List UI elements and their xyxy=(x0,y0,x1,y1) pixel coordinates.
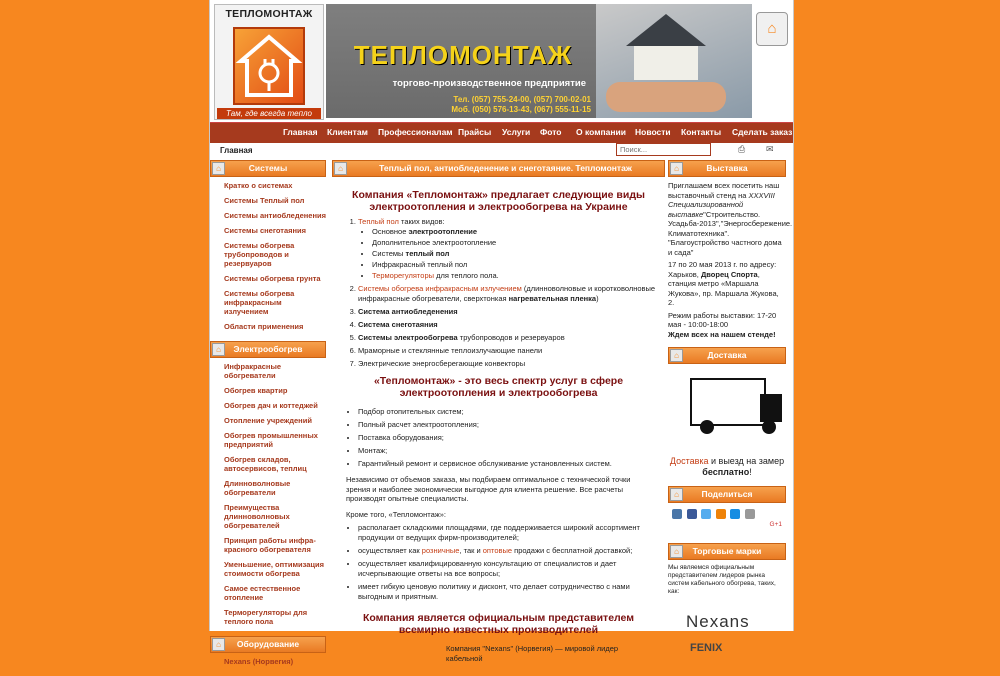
vk-icon[interactable] xyxy=(672,509,682,519)
list-item: 6. Мраморные и стеклянные теплоизлучающие панели xyxy=(358,346,665,356)
list-item: • осуществляет как розничные, так и оптовые продажи с бесплатной доставкой; xyxy=(358,546,665,556)
nav-services[interactable]: Услуги xyxy=(502,127,531,137)
truck-icon xyxy=(676,372,778,452)
retail-link[interactable]: розничные xyxy=(421,546,460,555)
sidebar-item[interactable]: Обогрев промышленных предприятий xyxy=(224,431,318,449)
house-body xyxy=(634,46,698,80)
exhibition-header: ⌂ Выставка xyxy=(668,160,786,177)
house-icon: ⌂ xyxy=(212,638,225,651)
main-content xyxy=(332,160,665,667)
nav-prices[interactable]: Прайсы xyxy=(458,127,492,137)
nav-clients[interactable]: Клиентам xyxy=(327,127,368,137)
brands-header: ⌂ Торговые марки xyxy=(668,543,786,560)
list-item: • Системы теплый пол xyxy=(372,249,665,259)
sidebar-item[interactable]: Уменьшение, оптимизация стоимости обогрева xyxy=(224,560,325,578)
house-roof xyxy=(626,14,706,46)
livejournal-icon[interactable] xyxy=(745,509,755,519)
sidebar-item[interactable]: Терморегуляторы для теплого пола xyxy=(224,608,308,626)
logo-title: ТЕПЛОМОНТАЖ xyxy=(225,8,313,20)
sidebar-item[interactable]: Системы снеготаяния xyxy=(224,226,307,235)
nav-order[interactable]: Сделать заказ xyxy=(732,127,793,137)
house-icon: ⌂ xyxy=(670,488,683,501)
paragraph: Независимо от объемов заказа, мы подбираем оптимальное с технической точки зрения и наиболее экономически выгодное для клиента решение. Все расчеты производят опытные специалисты. xyxy=(346,475,631,503)
house-icon: ⌂ xyxy=(670,162,683,175)
logo-slogan: Там, где всегда тепло xyxy=(217,108,321,119)
house-plug-icon xyxy=(233,27,305,105)
gplus-button[interactable]: G+1 xyxy=(769,521,782,528)
house-icon: ⌂ xyxy=(334,162,347,175)
facebook-icon[interactable] xyxy=(687,509,697,519)
list-item: • Основное электроотопление xyxy=(372,227,665,237)
equipment-menu xyxy=(210,653,326,676)
infrared-link[interactable]: Системы обогрева инфракрасным излучением xyxy=(358,284,522,293)
banner-title: ТЕПЛОМОНТАЖ xyxy=(353,40,573,70)
nav-news[interactable]: Новости xyxy=(635,127,671,137)
facts-list xyxy=(332,523,665,602)
section-systems-header: ⌂ Системы xyxy=(210,160,326,177)
sidebar-item[interactable]: Длинноволновые обогреватели xyxy=(224,479,291,497)
list-item: • Поставка оборудования; xyxy=(358,433,665,443)
section-equipment-header: ⌂ Оборудование xyxy=(210,636,326,653)
list-item: 4. Система снеготаяния xyxy=(358,320,665,330)
list-item: • Дополнительное электроотопление xyxy=(372,238,665,248)
electroheating-menu xyxy=(210,358,326,636)
paragraph: Компания "Nexans" (Норвегия) — мировой лидер кабельной xyxy=(446,644,619,663)
sidebar-item[interactable]: Принцип работы инфра-красного обогревателя xyxy=(224,536,316,554)
breadcrumb[interactable]: Главная xyxy=(220,146,253,155)
fenix-logo[interactable]: FENIX xyxy=(690,642,723,654)
sidebar-item[interactable]: Системы обогрева грунта xyxy=(224,274,321,283)
list-item: • Инфракрасный теплый пол xyxy=(372,260,665,270)
nav-contacts[interactable]: Контакты xyxy=(681,127,722,137)
odnoklassniki-icon[interactable] xyxy=(716,509,726,519)
page xyxy=(209,0,794,666)
right-sidebar xyxy=(668,160,793,654)
page-title: Компания «Тепломонтаж» предлагает следующие виды электроотопления и электрообогрева на Украине xyxy=(352,189,645,213)
list-item: • располагает складскими площадями, где поддерживается широкий ассортимент продукции от ведущих фирм-производителей; xyxy=(358,523,665,543)
hand xyxy=(606,82,726,112)
nav-photo[interactable]: Фото xyxy=(540,127,562,137)
logo[interactable] xyxy=(214,4,324,120)
sidebar-item[interactable]: Обогрев квартир xyxy=(224,386,288,395)
house-plug-icon[interactable]: ⌂ xyxy=(756,12,788,46)
nav-professionals[interactable]: Профессионалам xyxy=(378,127,453,137)
sidebar-item[interactable]: Области применения xyxy=(224,322,304,331)
phone-line-2: Моб. (050) 576-13-43, (067) 555-11-15 xyxy=(451,105,591,114)
delivery-header: ⌂ Доставка xyxy=(668,347,786,364)
exhibition-text: Приглашаем всех посетить наш выставочный стенд на XXXVIII Специализированной выставке"Строительство. Усадьба-2013","Энергосбережение. Климатотехника". "Благоустройство частного дома и сада" 17 по 20 мая 2013 г. по адресу: Харьков, Дворец Спорта, станция метро «Маршала Жукова», пр. Маршала Жукова, 2. Режим работы выставки: 17-20 мая - 10:00-18:00 Ждем всех на нашем стенде! xyxy=(668,181,793,339)
house-icon: ⌂ xyxy=(212,343,225,356)
sidebar-item[interactable]: Отопление учреждений xyxy=(224,416,312,425)
wholesale-link[interactable]: оптовые xyxy=(482,546,513,555)
heating-types-list xyxy=(332,217,665,369)
nexans-logo[interactable]: Nexans xyxy=(686,612,750,631)
sub-list xyxy=(358,227,665,281)
content-header: ⌂ Теплый пол, антиобледенение и снеготаяние. Тепломонтаж xyxy=(332,160,665,177)
services-list xyxy=(332,407,665,469)
twitter-icon[interactable] xyxy=(701,509,711,519)
site-header xyxy=(210,0,793,122)
phone-line-1: Тел. (057) 755-24-00, (057) 700-02-01 xyxy=(453,95,591,104)
left-sidebar xyxy=(210,160,326,676)
sidebar-item[interactable]: Обогрев складов, автосервисов, теплиц xyxy=(224,455,307,473)
sidebar-item[interactable]: Преимущества длинноволновых обогревателей xyxy=(224,503,290,530)
section-electroheating-header: ⌂ Электрообогрев xyxy=(210,341,326,358)
services-title: «Тепломонтаж» - это весь спектр услуг в сфере электроотопления и электрообогрева xyxy=(373,375,624,399)
list-item: • осуществляет квалифицированную консультацию от специалистов и дает исчерпывающие ответы на все вопросы; xyxy=(358,559,665,579)
brands-text: Мы являемся официальным представителем лидеров рынка систем кабельного обогрева, таких, как: xyxy=(668,564,776,595)
mail-icon[interactable]: ✉ xyxy=(766,144,774,154)
sidebar-item[interactable]: Системы обогрева инфракрасным излучением xyxy=(224,289,295,316)
list-item: • имеет гибкую ценовую политику и дисконт, что делает сотрудничество с нами выгодным и приятным. xyxy=(358,582,665,602)
list-item: • Монтаж; xyxy=(358,446,665,456)
house-icon: ⌂ xyxy=(212,162,225,175)
list-item: • Терморегуляторы для теплого пола. xyxy=(372,271,665,281)
share-buttons xyxy=(668,503,786,539)
warm-floor-link[interactable]: Теплый пол xyxy=(358,217,399,226)
house-in-hand-image xyxy=(596,4,752,118)
delivery-link[interactable]: Доставка xyxy=(669,456,709,466)
banner xyxy=(326,4,596,118)
list-item: • Гарантийный ремонт и сервисное обслуживание установленных систем. xyxy=(358,459,665,469)
share-header: ⌂ Поделиться xyxy=(668,486,786,503)
paragraph: Кроме того, «Тепломонтаж»: xyxy=(346,509,447,519)
main-nav xyxy=(210,122,793,143)
list-item: 2. Системы обогрева инфракрасным излучением (длинноволновые и коротковолновые инфракрасные обогреватели, сверхтонкая нагревательная пленка) xyxy=(358,284,665,304)
print-icon[interactable]: ⎙ xyxy=(738,144,746,154)
search-input[interactable] xyxy=(616,143,711,156)
list-item: 3. Система антиобледенения xyxy=(358,307,665,317)
sidebar-item[interactable]: Кратко о системах xyxy=(224,181,293,190)
sidebar-item[interactable]: Nexans (Норвегия) xyxy=(224,657,294,666)
sidebar-item[interactable]: Инфракрасные обогреватели xyxy=(224,362,282,380)
sidebar-item[interactable]: Самое естественное отопление xyxy=(224,584,301,602)
nav-about[interactable]: О компании xyxy=(576,127,626,137)
thermostats-link[interactable]: Терморегуляторы xyxy=(372,271,435,280)
partners-title: Компания является официальным представителем всемирно известных производителей xyxy=(362,612,635,636)
list-item: • Подбор отопительных систем; xyxy=(358,407,665,417)
mailru-icon[interactable] xyxy=(730,509,740,519)
systems-menu xyxy=(210,177,326,341)
delivery-text: Доставка и выезд на замер бесплатно! xyxy=(669,456,785,477)
sidebar-item[interactable]: Системы антиобледенения xyxy=(224,211,326,220)
list-item: 1. Теплый пол таких видов: • Основное электроотопление • Дополнительное электроотопление • Системы теплый пол • Инфракрасный теплый пол • Терморегуляторы для теплого пола. xyxy=(358,217,665,281)
sidebar-item[interactable]: Обогрев дач и коттеджей xyxy=(224,401,318,410)
nav-home[interactable]: Главная xyxy=(283,127,318,137)
list-item: • Полный расчет электроотопления; xyxy=(358,420,665,430)
house-icon: ⌂ xyxy=(670,349,683,362)
sidebar-item[interactable]: Системы обогрева трубопроводов и резервуаров xyxy=(224,241,295,268)
list-item: 5. Системы электрообогрева трубопроводов и резервуаров xyxy=(358,333,665,343)
sidebar-item[interactable]: Системы Теплый пол xyxy=(224,196,305,205)
list-item: 7. Электрические энергосберегающие конвекторы xyxy=(358,359,665,369)
house-icon: ⌂ xyxy=(670,545,683,558)
banner-subtitle: торгово-производственное предприятие xyxy=(392,78,586,89)
